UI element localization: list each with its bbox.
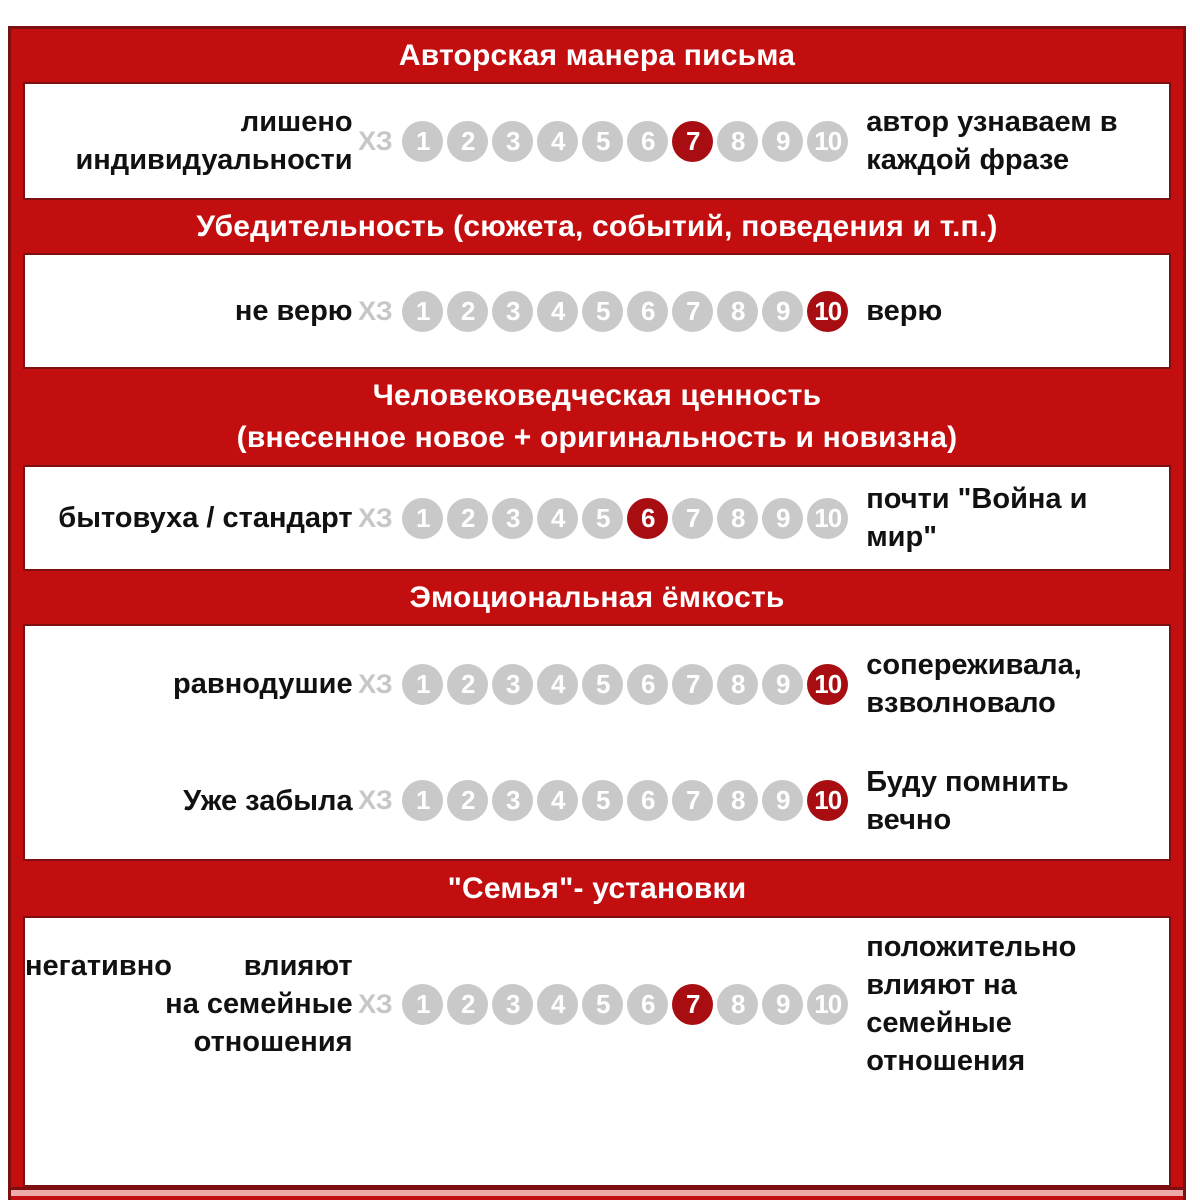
rating-row bbox=[25, 646, 1169, 722]
scale-right-label-line: вечно bbox=[866, 803, 952, 836]
rating-option-8[interactable]: 8 bbox=[717, 984, 758, 1025]
scale-right-label bbox=[866, 763, 1169, 839]
scale-left-label-line: равнодушие bbox=[173, 668, 353, 701]
scale-left-label bbox=[25, 292, 353, 330]
scale-right-label-line: каждой фразе bbox=[866, 144, 1070, 176]
rating-scale bbox=[402, 780, 852, 821]
rating-option-8[interactable]: 8 bbox=[717, 780, 758, 821]
rating-option-3[interactable]: 3 bbox=[492, 291, 533, 332]
rating-form-frame bbox=[8, 26, 1186, 1200]
rating-option-10-selected[interactable]: 10 bbox=[807, 664, 848, 705]
rating-option-8[interactable]: 8 bbox=[717, 121, 758, 162]
section-title-line: Убедительность (сюжета, событий, поведения и т.п.) bbox=[196, 209, 998, 243]
rating-option-3[interactable]: 3 bbox=[492, 984, 533, 1025]
rating-option-6[interactable]: 6 bbox=[627, 984, 668, 1025]
rating-option-10-selected[interactable]: 10 bbox=[807, 780, 848, 821]
rating-option-1[interactable]: 1 bbox=[402, 984, 443, 1025]
scale-right-label-line: положительно bbox=[866, 931, 1077, 963]
scale-right-label bbox=[866, 480, 1169, 556]
section-header bbox=[11, 571, 1183, 624]
rating-option-4[interactable]: 4 bbox=[537, 291, 578, 332]
rating-option-7[interactable]: 7 bbox=[672, 664, 713, 705]
rating-option-10[interactable]: 10 bbox=[807, 121, 848, 162]
rating-option-5[interactable]: 5 bbox=[582, 664, 623, 705]
scale-right-label-line: влияют на bbox=[866, 969, 1017, 1001]
rating-option-7[interactable]: 7 bbox=[672, 291, 713, 332]
rating-option-9[interactable]: 9 bbox=[762, 121, 803, 162]
rating-option-2[interactable]: 2 bbox=[447, 664, 488, 705]
rating-option-2[interactable]: 2 bbox=[447, 498, 488, 539]
skip-option[interactable]: ХЗ bbox=[358, 295, 393, 326]
scale-left-label-line: отношения bbox=[193, 1026, 353, 1058]
rating-scale bbox=[402, 498, 852, 539]
scale-right-label-line: верю bbox=[866, 295, 943, 327]
rating-option-5[interactable]: 5 bbox=[582, 498, 623, 539]
bottom-red-strip bbox=[11, 1196, 1183, 1200]
rating-scale bbox=[402, 984, 852, 1025]
rating-option-9[interactable]: 9 bbox=[762, 780, 803, 821]
rating-scale bbox=[402, 121, 852, 162]
rating-row bbox=[25, 480, 1169, 556]
rating-panel bbox=[23, 82, 1171, 200]
rating-option-7-selected[interactable]: 7 bbox=[672, 121, 713, 162]
skip-option[interactable]: ХЗ bbox=[358, 785, 393, 816]
rating-panel bbox=[23, 916, 1171, 1187]
rating-option-3[interactable]: 3 bbox=[492, 780, 533, 821]
section-title-line: Авторская манера письма bbox=[398, 38, 796, 72]
rating-option-10-selected[interactable]: 10 bbox=[807, 291, 848, 332]
rating-option-3[interactable]: 3 bbox=[492, 121, 533, 162]
scale-right-label-line: отношения bbox=[866, 1045, 1026, 1077]
scale-left-label-line: не верю bbox=[234, 295, 353, 327]
rating-option-2[interactable]: 2 bbox=[447, 984, 488, 1025]
rating-option-6[interactable]: 6 bbox=[627, 780, 668, 821]
section-title-line: "Семья"- установки bbox=[447, 871, 747, 905]
rating-row bbox=[25, 928, 1169, 1080]
rating-option-8[interactable]: 8 bbox=[717, 291, 758, 332]
rating-option-7[interactable]: 7 bbox=[672, 780, 713, 821]
rating-option-2[interactable]: 2 bbox=[447, 121, 488, 162]
section-title-line: Эмоциональная ёмкость bbox=[409, 580, 785, 614]
rating-option-5[interactable]: 5 bbox=[582, 121, 623, 162]
rating-option-6[interactable]: 6 bbox=[627, 664, 668, 705]
rating-scale bbox=[402, 664, 852, 705]
skip-option[interactable]: ХЗ bbox=[358, 668, 393, 699]
rating-panel bbox=[23, 624, 1171, 861]
rating-option-9[interactable]: 9 bbox=[762, 664, 803, 705]
rating-option-5[interactable]: 5 bbox=[582, 291, 623, 332]
rating-option-2[interactable]: 2 bbox=[447, 780, 488, 821]
scale-left-label bbox=[25, 947, 353, 1061]
rating-option-2[interactable]: 2 bbox=[447, 291, 488, 332]
section-header bbox=[11, 200, 1183, 253]
rating-panel bbox=[23, 465, 1171, 571]
rating-option-4[interactable]: 4 bbox=[537, 984, 578, 1025]
rating-panel bbox=[23, 253, 1171, 369]
rating-option-4[interactable]: 4 bbox=[537, 780, 578, 821]
rating-option-9[interactable]: 9 bbox=[762, 291, 803, 332]
rating-option-4[interactable]: 4 bbox=[537, 498, 578, 539]
skip-option[interactable]: ХЗ bbox=[358, 988, 393, 1019]
rating-option-4[interactable]: 4 bbox=[537, 664, 578, 705]
rating-option-9[interactable]: 9 bbox=[762, 498, 803, 539]
scale-left-label-line: индивидуальности bbox=[75, 144, 353, 176]
rating-option-8[interactable]: 8 bbox=[717, 664, 758, 705]
rating-scale bbox=[402, 291, 852, 332]
scale-right-label-line: почти "Война и bbox=[866, 483, 1088, 515]
scale-left-label bbox=[25, 103, 353, 179]
rating-option-1[interactable]: 1 bbox=[402, 498, 443, 539]
scale-left-label-line: негативно влияют bbox=[25, 950, 353, 982]
rating-option-4[interactable]: 4 bbox=[537, 121, 578, 162]
scale-right-label bbox=[866, 928, 1169, 1080]
rating-row bbox=[25, 763, 1169, 839]
rating-option-3[interactable]: 3 bbox=[492, 664, 533, 705]
rating-option-10[interactable]: 10 bbox=[807, 984, 848, 1025]
scale-left-label-line: Уже забыла bbox=[183, 784, 353, 817]
rating-option-1[interactable]: 1 bbox=[402, 780, 443, 821]
rating-option-6[interactable]: 6 bbox=[627, 291, 668, 332]
section-title-line: (внесенное новое + оригинальность и новизна) bbox=[236, 421, 958, 454]
rating-option-3[interactable]: 3 bbox=[492, 498, 533, 539]
skip-option[interactable]: ХЗ bbox=[358, 125, 393, 156]
scale-right-label-line: взволновало bbox=[866, 687, 1056, 720]
rating-option-10[interactable]: 10 bbox=[807, 498, 848, 539]
scale-left-label bbox=[25, 665, 353, 703]
rating-option-7[interactable]: 7 bbox=[672, 498, 713, 539]
scale-left-label bbox=[25, 499, 353, 537]
section-header bbox=[11, 369, 1183, 465]
scale-right-label bbox=[866, 292, 1169, 330]
rating-option-6-selected[interactable]: 6 bbox=[627, 498, 668, 539]
section-title-line: Человековедческая ценность bbox=[372, 379, 822, 412]
scale-right-label-line: семейные bbox=[866, 1007, 1012, 1039]
rating-row bbox=[25, 103, 1169, 179]
scale-left-label-line: бытовуха / стандарт bbox=[58, 502, 353, 534]
scale-right-label bbox=[866, 103, 1169, 179]
rating-option-5[interactable]: 5 bbox=[582, 984, 623, 1025]
rating-option-1[interactable]: 1 bbox=[402, 291, 443, 332]
scale-right-label bbox=[866, 646, 1169, 722]
section-header bbox=[11, 861, 1183, 916]
rating-option-1[interactable]: 1 bbox=[402, 664, 443, 705]
rating-option-1[interactable]: 1 bbox=[402, 121, 443, 162]
rating-option-8[interactable]: 8 bbox=[717, 498, 758, 539]
scale-right-label-line: мир" bbox=[866, 521, 937, 553]
rating-option-5[interactable]: 5 bbox=[582, 780, 623, 821]
rating-row bbox=[25, 291, 1169, 332]
scale-right-label-line: сопереживала, bbox=[866, 649, 1082, 682]
scale-right-label-line: Буду помнить bbox=[866, 765, 1069, 798]
scale-left-label-line: лишено bbox=[240, 106, 353, 138]
scale-right-label-line: автор узнаваем в bbox=[866, 106, 1118, 138]
rating-option-6[interactable]: 6 bbox=[627, 121, 668, 162]
section-header bbox=[11, 29, 1183, 82]
scale-left-label bbox=[25, 782, 353, 820]
rating-option-9[interactable]: 9 bbox=[762, 984, 803, 1025]
rating-option-7-selected[interactable]: 7 bbox=[672, 984, 713, 1025]
scale-left-label-line: на семейные bbox=[165, 988, 353, 1020]
skip-option[interactable]: ХЗ bbox=[358, 502, 393, 533]
